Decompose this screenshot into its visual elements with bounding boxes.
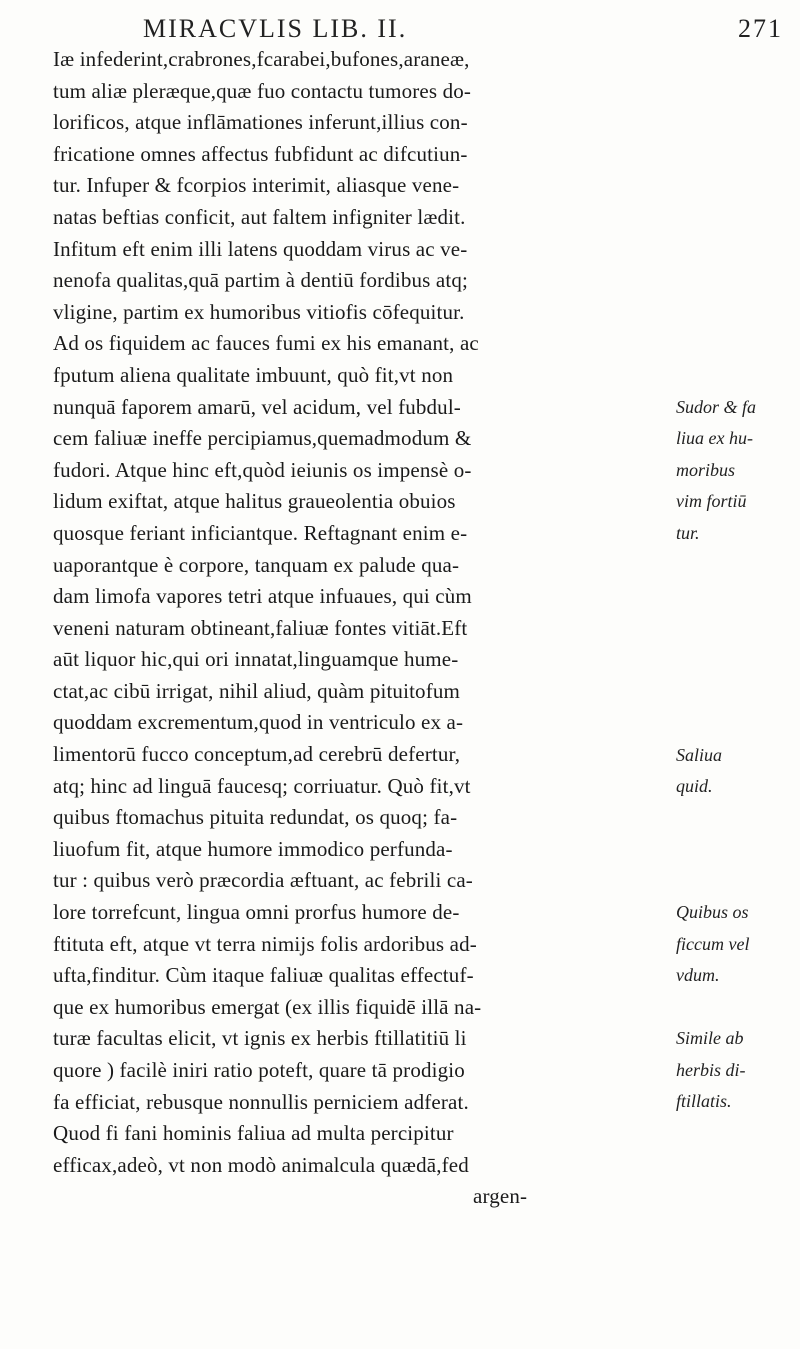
text-line: Quod fi fani hominis faliua ad multa percipitur bbox=[53, 1121, 454, 1146]
margin-note: vdum. bbox=[676, 965, 720, 985]
text-line: Iæ infederint,crabrones,fcarabei,bufones,araneæ, bbox=[53, 47, 470, 71]
text-line: cem faliuæ ineffe percipiamus,quemadmodum & bbox=[53, 426, 472, 451]
text-line: ctat,ac cibū irrigat, nihil aliud, quàm pituitofum bbox=[53, 678, 460, 703]
text-line: nenofa qualitas,quā partim à dentiū fordibus atq; bbox=[53, 268, 468, 293]
text-line: tum aliæ pleræque,quæ fuo contactu tumores do- bbox=[53, 78, 472, 103]
text-line: uaporantque è corpore, tanquam ex palude qua- bbox=[53, 552, 460, 577]
margin-note: ficcum vel bbox=[676, 934, 750, 954]
page-number: 271 bbox=[738, 14, 783, 43]
text-line: fricatione omnes affectus fubfidunt ac difcutiun- bbox=[53, 141, 468, 166]
margin-note: Simile ab bbox=[676, 1028, 744, 1048]
text-line: atq; hinc ad linguā faucesq; corriuatur. Quò fit,vt bbox=[53, 773, 471, 798]
text-line: ufta,finditur. Cùm itaque faliuæ qualitas effectuf- bbox=[53, 963, 474, 988]
text-line: efficax,adeò, vt non modò animalcula quædā,fed bbox=[53, 1152, 469, 1177]
margin-note: herbis di- bbox=[676, 1060, 746, 1080]
text-line: nunquā faporem amarū, vel acidum, vel fubdul- bbox=[53, 394, 461, 419]
text-line: lore torrefcunt, lingua omni prorfus humore de- bbox=[53, 900, 460, 925]
margin-note: quid. bbox=[676, 776, 713, 796]
margin-note: Sudor & fa bbox=[676, 397, 757, 417]
running-title: MIRACVLIS LIB. II. bbox=[143, 14, 408, 43]
text-line: natas beftias conficit, aut faltem infigniter lædit. bbox=[53, 204, 466, 229]
text-line: que ex humoribus emergat (ex illis fiquidē illā na- bbox=[53, 994, 482, 1019]
text-line: lidum exiftat, atque halitus graueolentia obuios bbox=[53, 489, 456, 514]
margin-note: liua ex hu- bbox=[676, 428, 753, 448]
text-line: tur : quibus verò præcordia æftuant, ac febrili ca- bbox=[53, 868, 473, 893]
margin-note: moribus bbox=[676, 460, 736, 480]
margin-note: ftillatis. bbox=[676, 1091, 732, 1111]
text-line: vligine, partim ex humoribus vitiofis cōfequitur. bbox=[53, 299, 465, 324]
text-line: limentorū fucco conceptum,ad cerebrū defertur, bbox=[53, 742, 461, 767]
text-line: fa efficiat, rebusque nonnullis perniciem adferat. bbox=[53, 1089, 469, 1114]
text-line: quore ) facilè iniri ratio poteft, quare tā prodigio bbox=[53, 1058, 465, 1082]
text-line: liuofum fit, atque humore immodico perfunda- bbox=[53, 836, 453, 861]
text-line: quosque feriant inficiantque. Reftagnant enim e- bbox=[53, 520, 468, 545]
margin-note: vim fortiū bbox=[676, 491, 747, 511]
body-text bbox=[53, 44, 673, 1213]
margin-note: tur. bbox=[676, 523, 700, 543]
text-line: dam limofa vapores tetri atque infuaues, qui cùm bbox=[53, 584, 472, 609]
text-line: Ad os fiquidem ac fauces fumi ex his emanant, ac bbox=[53, 331, 479, 356]
text-line: quoddam excrementum,quod in ventriculo ex a- bbox=[53, 710, 464, 735]
text-line: fudori. Atque hinc eft,quòd ieiunis os impensè o- bbox=[53, 457, 472, 482]
text-line: aūt liquor hic,qui ori innatat,linguamque hume- bbox=[53, 647, 459, 672]
text-line: quibus ftomachus pituita redundat, os quoq; fa- bbox=[53, 805, 458, 830]
text-line: tur. Infuper & fcorpios interimit, aliasque vene- bbox=[53, 173, 460, 198]
margin-note: Saliua bbox=[676, 745, 723, 765]
text-line: veneni naturam obtineant,faliuæ fontes vitiāt.Eft bbox=[53, 615, 468, 640]
text-line: ftituta eft, atque vt terra nimijs folis ardoribus ad- bbox=[53, 931, 477, 956]
text-line: turæ facultas elicit, vt ignis ex herbis ftillatitiū li bbox=[53, 1026, 467, 1051]
text-line: Infitum eft enim illi latens quoddam virus ac ve- bbox=[53, 236, 468, 261]
catchword: argen- bbox=[473, 1184, 528, 1209]
text-line: fputum aliena qualitate imbuunt, quò fit,vt non bbox=[53, 362, 454, 387]
margin-note: Quibus os bbox=[676, 902, 749, 922]
text-line: lorificos, atque inflāmationes inferunt,illius con- bbox=[53, 110, 468, 135]
